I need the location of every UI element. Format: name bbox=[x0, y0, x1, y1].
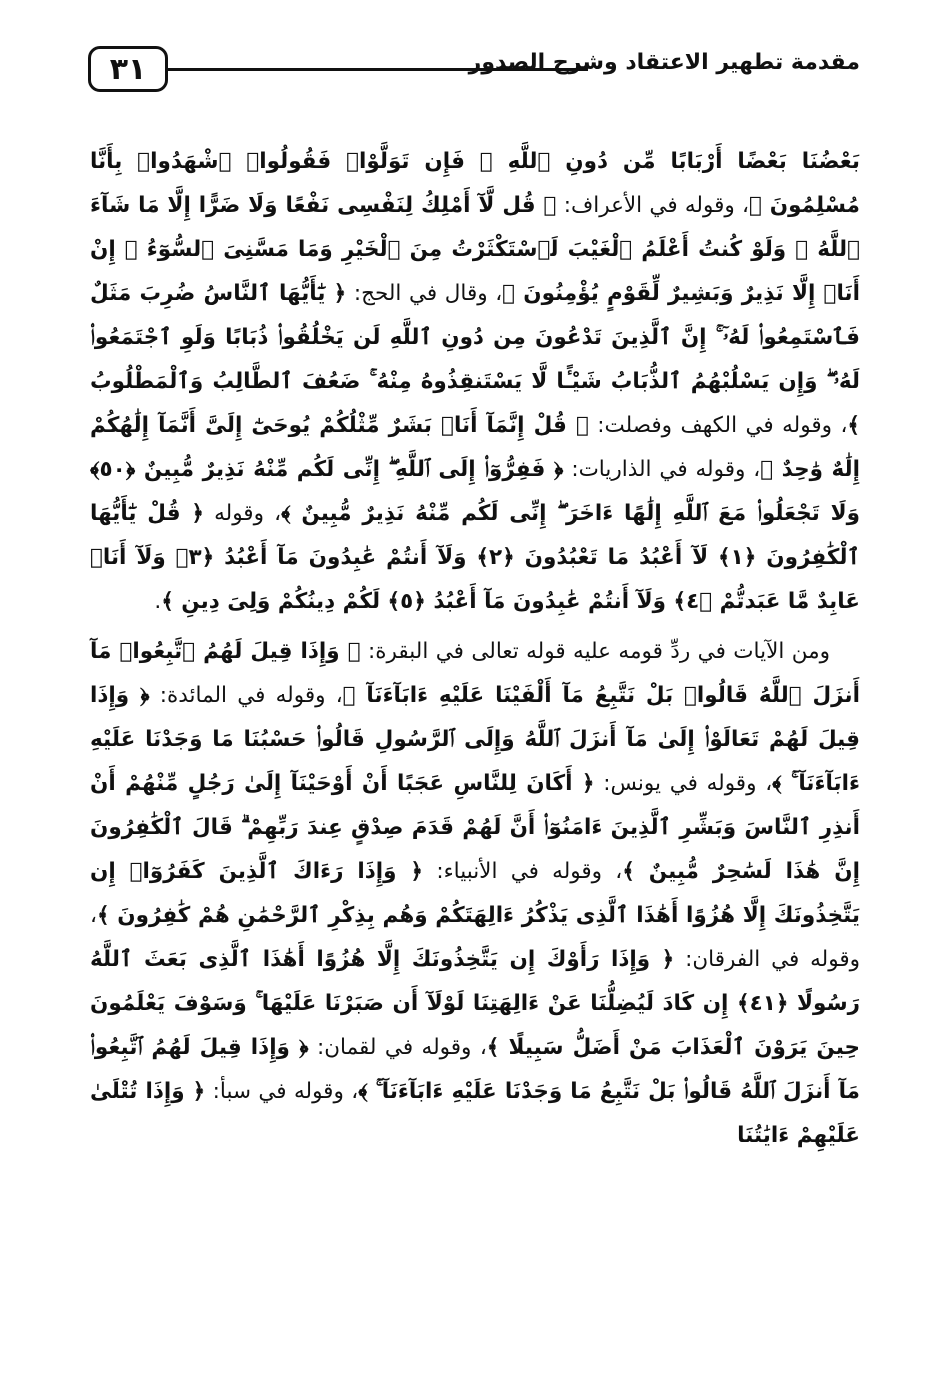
paragraph bbox=[90, 140, 860, 624]
quran-verse: ﴿ وَإِذَا قِيلَ لَهُمُ ٱتَّبِعُوا۟ مَآ أَنزَلَ ٱللَّهُ قَالُوا۟ بَلْ نَتَّبِعُ مَا وَجَدْنَا عَلَيْهِ ءَابَآءَنَآ ۚ ﴾ bbox=[90, 1035, 860, 1104]
quran-verse: ﴿ فَفِرُّوٓا۟ إِلَى ٱللَّهِ ۖ إِنِّى لَكُم مِّنْهُ نَذِيرٌ مُّبِينٌ ﴿٥٠﴾ وَلَا تَجْعَلُوا۟ مَعَ ٱللَّهِ إِلَٰهًا ءَاخَرَ ۖ إِنِّى لَكُم مِّنْهُ نَذِيرٌ مُّبِينٌ ﴾ bbox=[90, 457, 861, 526]
commentary-text: ، وقوله في الكهف وفصلت: bbox=[588, 413, 848, 438]
quran-verse: ﴿ قُل لَّآ أَمْلِكُ لِنَفْسِى نَفْعًا وَلَا ضَرًّا إِلَّا مَا شَآءَ ٱللَّهُ ۚ وَلَوْ كُنتُ أَعْلَمُ ٱلْغَيْبَ لَٱسْتَكْثَرْتُ مِنَ ٱلْخَيْرِ وَمَا مَسَّنِىَ ٱلسُّوٓءُ ۚ إِنْ أَنَا۠ إِلَّا نَذِيرٌ وَبَشِيرٌ لِّقَوْمٍ يُؤْمِنُونَ ﴾ bbox=[90, 193, 860, 306]
commentary-text: ، وقوله في الأعراف: bbox=[556, 193, 749, 218]
commentary-text: ، وقوله في لقمان: bbox=[308, 1035, 487, 1060]
quran-verse: ﴿ قُلْ إِنَّمَآ أَنَا۠ بَشَرٌ مِّثْلُكُمْ يُوحَىٰٓ إِلَىَّ أَنَّمَآ إِلَٰهُكُمْ إِلَٰهٌ وَٰحِدٌ ﴾ bbox=[90, 413, 860, 482]
quran-verse: ﴿ أَكَانَ لِلنَّاسِ عَجَبًا أَنْ أَوْحَيْنَآ إِلَىٰ رَجُلٍ مِّنْهُمْ أَنْ أَنذِرِ ٱلنَّاسَ وَبَشِّرِ ٱلَّذِينَ ءَامَنُوٓا۟ أَنَّ لَهُمْ قَدَمَ صِدْقٍ عِندَ رَبِّهِمْ ۗ قَالَ ٱلْكَٰفِرُونَ إِنَّ هَٰذَا لَسَٰحِرٌ مُّبِينٌ ﴾ bbox=[90, 771, 860, 884]
commentary-text: ، وقوله في الذاريات: bbox=[563, 457, 761, 482]
commentary-text: ، وقوله في المائدة: bbox=[149, 683, 343, 708]
running-title: مقدمة تطهير الاعتقاد وشرح الصدور bbox=[468, 50, 860, 75]
commentary-text: ، وقوله في يونس: bbox=[594, 771, 773, 796]
main-text bbox=[90, 140, 860, 1158]
commentary-text: ومن الآيات في ردِّ قومه عليه قوله تعالى في البقرة: bbox=[360, 639, 830, 664]
quran-verse: ﴿ وَإِذَا قِيلَ لَهُمْ تَعَالَوْا۟ إِلَىٰ مَآ أَنزَلَ ٱللَّهُ وَإِلَى ٱلرَّسُولِ قَالُوا۟ حَسْبُنَا مَا وَجَدْنَا عَلَيْهِ ءَابَآءَنَآ ۚ ﴾ bbox=[90, 683, 860, 796]
quran-verse: ﴿ وَإِذَا رَءَاكَ ٱلَّذِينَ كَفَرُوٓا۟ إِن يَتَّخِذُونَكَ إِلَّا هُزُوًا أَهَٰذَا ٱلَّذِى يَذْكُرُ ءَالِهَتَكُمْ وَهُم بِذِكْرِ ٱلرَّحْمَٰنِ هُمْ كَٰفِرُونَ ﴾ bbox=[90, 859, 860, 928]
page-header bbox=[80, 40, 860, 100]
page-number: ٣١ bbox=[88, 46, 168, 92]
quran-verse: بَعْضُنَا بَعْضًا أَرْبَابًا مِّن دُونِ ٱللَّهِ ۚ فَإِن تَوَلَّوْا۟ فَقُولُوا۟ ٱشْهَدُوا۟ بِأَنَّا مُسْلِمُونَ ﴾ bbox=[90, 149, 860, 218]
commentary-text: ، وقوله في الأنبياء: bbox=[423, 859, 623, 884]
commentary-text: ، وقوله في سبأ: bbox=[205, 1079, 359, 1104]
quran-verse: ﴿ وَإِذَا رَأَوْكَ إِن يَتَّخِذُونَكَ إِلَّا هُزُوًا أَهَٰذَا ٱلَّذِى بَعَثَ ٱللَّهُ رَسُولًا ﴿٤١﴾ إِن كَادَ لَيُضِلُّنَا عَنْ ءَالِهَتِنَا لَوْلَآ أَن صَبَرْنَا عَلَيْهَا ۚ وَسَوْفَ يَعْلَمُونَ حِينَ يَرَوْنَ ٱلْعَذَابَ مَنْ أَضَلُّ سَبِيلًا ﴾ bbox=[90, 947, 860, 1060]
paragraph bbox=[90, 630, 860, 1158]
quran-verse: ﴿ وَإِذَا قِيلَ لَهُمُ ٱتَّبِعُوا۟ مَآ أَنزَلَ ٱللَّهُ قَالُوا۟ بَلْ نَتَّبِعُ مَآ أَلْفَيْنَا عَلَيْهِ ءَابَآءَنَآ ﴾ bbox=[90, 639, 860, 708]
commentary-text: ، وقال في الحج: bbox=[346, 281, 503, 306]
quran-verse: ﴿ يَٰٓأَيُّهَا ٱلنَّاسُ ضُرِبَ مَثَلٌ فَٱسْتَمِعُوا۟ لَهُۥٓ ۚ إِنَّ ٱلَّذِينَ تَدْعُونَ مِن دُونِ ٱللَّهِ لَن يَخْلُقُوا۟ ذُبَابًا وَلَوِ ٱجْتَمَعُوا۟ لَهُۥ ۖ وَإِن يَسْلُبْهُمُ ٱلذُّبَابُ شَيْـًٔا لَّا يَسْتَنقِذُوهُ مِنْهُ ۚ ضَعُفَ ٱلطَّالِبُ وَٱلْمَطْلُوبُ ﴾ bbox=[90, 281, 860, 438]
quran-verse: ﴿ وَإِذَا تُتْلَىٰ عَلَيْهِمْ ءَايَٰتُنَا bbox=[90, 1079, 860, 1148]
commentary-text: ، وقوله bbox=[203, 501, 282, 526]
commentary-text: ، وقوله في الفرقان: bbox=[90, 903, 860, 972]
quran-verse: ﴿ قُلْ يَٰٓأَيُّهَا ٱلْكَٰفِرُونَ ﴿١﴾ لَآ أَعْبُدُ مَا تَعْبُدُونَ ﴿٢﴾ وَلَآ أَنتُمْ عَٰبِدُونَ مَآ أَعْبُدُ ﴿٣﴾ وَلَآ أَنَا۠ عَابِدٌ مَّا عَبَدتُّمْ ﴿٤﴾ وَلَآ أَنتُمْ عَٰبِدُونَ مَآ أَعْبُدُ ﴿٥﴾ لَكُمْ دِينُكُمْ وَلِىَ دِينِ ﴾ bbox=[90, 501, 860, 614]
commentary-text: . bbox=[154, 589, 162, 614]
